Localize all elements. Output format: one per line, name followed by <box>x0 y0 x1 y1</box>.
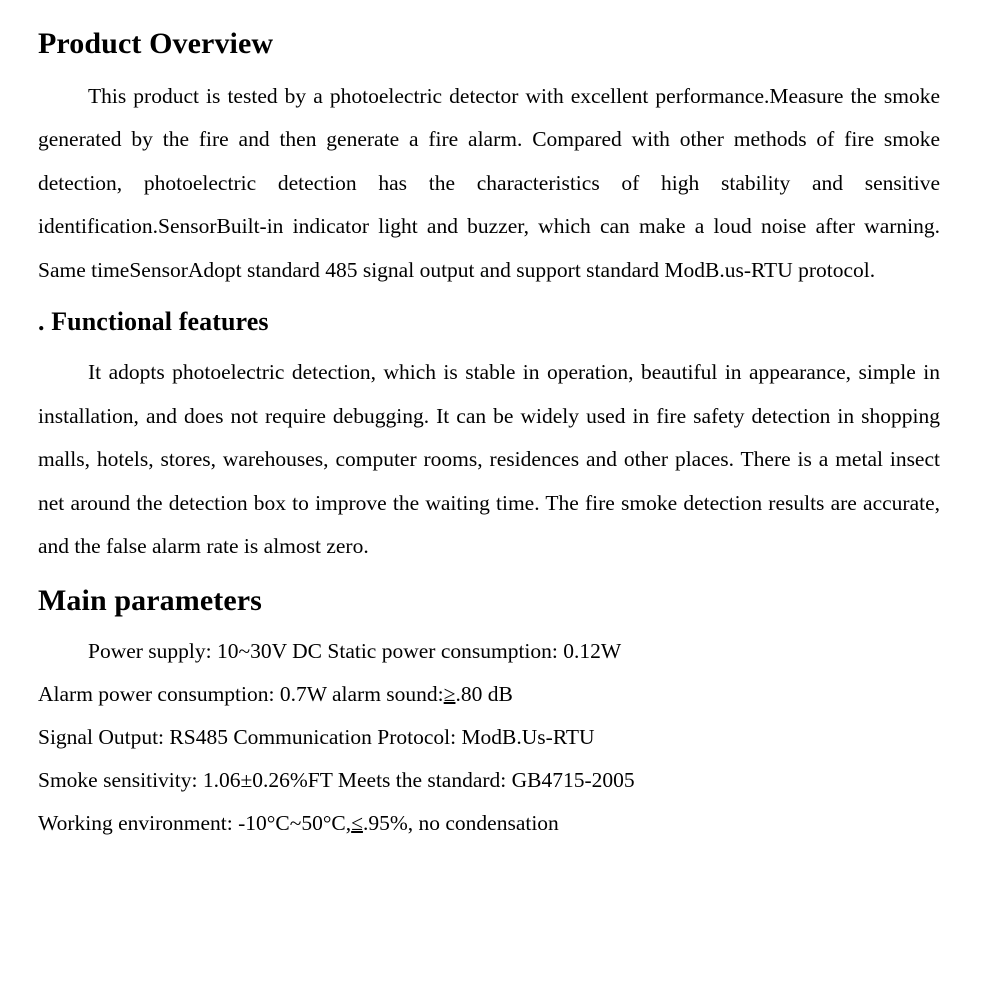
param-text-pre: Smoke sensitivity: 1.06±0.26%FT Meets the standard: GB4715-2005 <box>38 768 635 793</box>
spacer <box>38 63 940 75</box>
spacer <box>38 292 940 306</box>
param-symbol-greater-equal: ≥ <box>443 682 456 707</box>
param-row-working-environment <box>38 802 940 845</box>
param-text-pre: Alarm power consumption: 0.7W alarm sound: <box>38 682 444 707</box>
parameters-list <box>38 630 940 845</box>
spacer <box>38 619 940 630</box>
document-content <box>38 26 940 845</box>
param-text-pre: Working environment: -10°C~50°C, <box>38 811 352 836</box>
spacer <box>38 337 940 351</box>
param-row-signal-output <box>38 716 940 759</box>
param-text-pre: Signal Output: RS485 Communication Protocol: ModB.Us-RTU <box>38 725 595 750</box>
heading-functional-features: . Functional features <box>38 307 269 337</box>
heading-product-overview: Product Overview <box>38 27 274 60</box>
paragraph-product-overview: This product is tested by a photoelectric detector with excellent performance.Measure the smoke generated by the fire and then generate a fire alarm. Compared with other methods of fire smoke detection, photoelectric detection has the characteristics of high stability and sensitive identification.SensorBuilt-in indicator light and buzzer, which can make a loud noise after warning. Same timeSensorAdopt standard 485 signal output and support standard ModB.us-RTU protocol. <box>38 83 940 282</box>
param-text-post: .80 dB <box>455 682 513 707</box>
param-text-post: .95%, no condensation <box>362 811 559 836</box>
param-text-pre: Power supply: 10~30V DC Static power consumption: 0.12W <box>88 639 622 664</box>
heading-main-parameters: Main parameters <box>38 583 262 617</box>
param-row-smoke-sensitivity <box>38 759 940 802</box>
param-row-alarm-power <box>38 673 940 716</box>
param-row-power-supply <box>38 630 940 673</box>
param-symbol-less-equal: ≤ <box>351 811 363 836</box>
spacer <box>38 569 940 583</box>
paragraph-functional-features: It adopts photoelectric detection, which is stable in operation, beautiful in appearance, simple in installation, and does not require debugging. It can be widely used in fire safety detection in shopping malls, hotels, stores, warehouses, computer rooms, residences and other places. There is a metal insect net around the detection box to improve the waiting time. The fire smoke detection results are accurate, and the false alarm rate is almost zero. <box>38 360 940 559</box>
